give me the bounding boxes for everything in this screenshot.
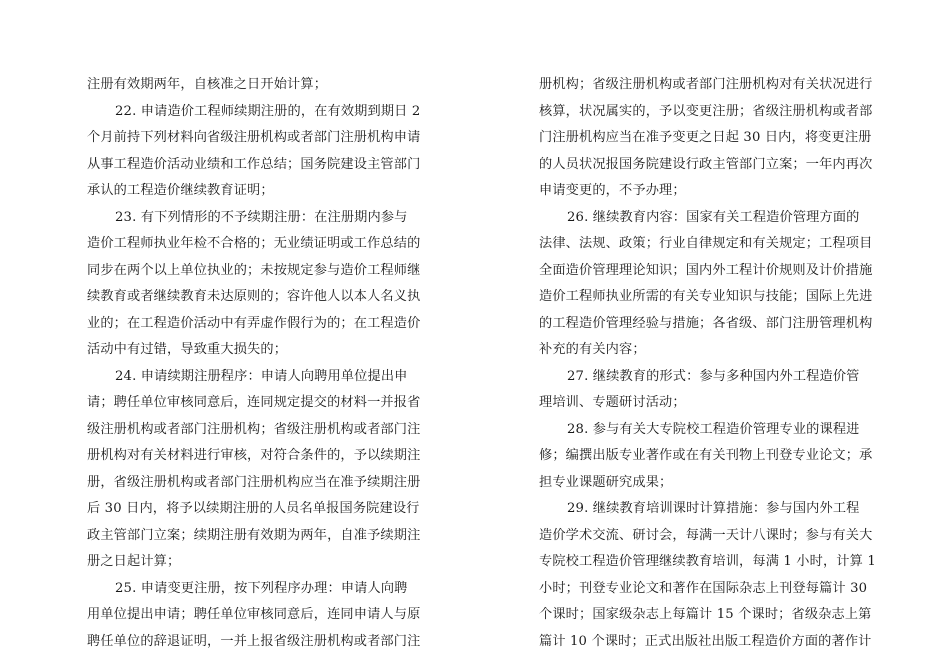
left-text-column (87, 72, 467, 655)
text-line: 册机构对有关材料进行审核，对符合条件的，予以续期注 (87, 448, 421, 463)
text-line: 26. 继续教育内容：国家有关工程造价管理方面的 (567, 209, 860, 225)
text-line: 理培训、专题研讨活动； (539, 395, 686, 410)
text-line: 法律、法规、政策；行业自律规定和有关规定；工程项目 (539, 236, 873, 251)
text-line: 造价工程师执业年检不合格的；无业绩证明或工作总结的 (87, 236, 421, 251)
text-line: 造价学术交流、研讨会，每满一天计八课时；参与有关大 (539, 527, 873, 543)
text-line: 担专业课题研究成果； (539, 474, 673, 490)
text-line: 23. 有下列情形的不予续期注册：在注册期内参与 (115, 209, 408, 225)
text-line: 修；编撰出版专业著作或在有关刊物上刊登专业论文；承 (539, 448, 873, 463)
text-line: 后 30 日内，将予以续期注册的人员名单报国务院建设行 (87, 501, 420, 516)
text-line: 小时；刊登专业论文和著作在国际杂志上刊登每篇计 30 (539, 580, 868, 596)
text-line: 用单位提出申请；聘任单位审核同意后，连同申请人与原 (87, 607, 421, 622)
text-line: 续教育或者继续教育未达原则的；容许他人以本人名义执 (87, 289, 421, 304)
right-text-column (539, 72, 903, 655)
text-line: 核算，状况属实的，予以变更注册；省级注册机构或者部 (539, 103, 873, 119)
text-line: 专院校工程造价管理继续教育培训，每满 1 小时，计算 1 (539, 554, 876, 569)
text-line: 个月前持下列材料向省级注册机构或者部门注册机构申请 (87, 130, 421, 145)
text-line: 册，省级注册机构或者部门注册机构应当在准予续期注册 (87, 474, 421, 490)
text-line: 业的；在工程造价活动中有弄虚作假行为的；在工程造价 (87, 315, 421, 331)
text-line: 册机构；省级注册机构或者部门注册机构对有关状况进行 (539, 77, 873, 92)
text-line: 级注册机构或者部门注册机构；省级注册机构或者部门注 (87, 421, 421, 437)
text-line: 同步在两个以上单位执业的；未按规定参与造价工程师继 (87, 262, 421, 278)
text-line: 申请变更的，不予办理； (539, 183, 686, 198)
text-line: 个课时；国家级杂志上每篇计 15 个课时；省级杂志上第 (539, 607, 872, 622)
text-line: 注册有效期两年，自核准之日开始计算； (87, 77, 328, 92)
text-line: 篇计 10 个课时；正式出版社出版工程造价方面的著作计 (539, 633, 872, 649)
text-line: 造价工程师执业所需的有关专业知识与技能；国际上先进 (539, 289, 873, 304)
text-line: 从事工程造价活动业绩和工作总结；国务院建设主管部门 (87, 156, 421, 172)
text-line: 的工程造价管理经验与措施；各省级、部门注册管理机构 (539, 315, 873, 331)
text-line: 24. 申请续期注册程序：申请人向聘用单位提出申 (115, 368, 408, 384)
text-line: 27. 继续教育的形式：参与多种国内外工程造价管 (567, 368, 860, 384)
text-line: 25. 申请变更注册，按下列程序办理：申请人向聘 (115, 580, 408, 596)
text-line: 28. 参与有关大专院校工程造价管理专业的课程进 (567, 421, 860, 437)
text-line: 29. 继续教育培训课时计算措施：参与国内外工程 (567, 501, 860, 516)
text-line: 活动中有过错，导致重大损失的； (87, 342, 288, 357)
text-line: 承认的工程造价继续教育证明； (87, 183, 274, 198)
text-line: 的人员状况报国务院建设行政主管部门立案；一年内再次 (539, 156, 873, 172)
text-line: 请；聘任单位审核同意后，连同规定提交的材料一并报省 (87, 395, 421, 410)
text-line: 全面造价管理理论知识；国内外工程计价规则及计价措施 (539, 262, 873, 278)
text-line: 聘任单位的辞退证明，一并上报省级注册机构或者部门注 (87, 633, 421, 649)
text-line: 政主管部门立案；续期注册有效期为两年，自准予续期注 (87, 527, 421, 543)
text-line: 册之日起计算； (87, 554, 181, 569)
text-line: 补充的有关内容； (539, 342, 646, 357)
text-line: 22. 申请造价工程师续期注册的，在有效期到期日 2 (115, 103, 421, 119)
text-line: 门注册机构应当在准予变更之日起 30 日内，将变更注册 (539, 130, 872, 145)
